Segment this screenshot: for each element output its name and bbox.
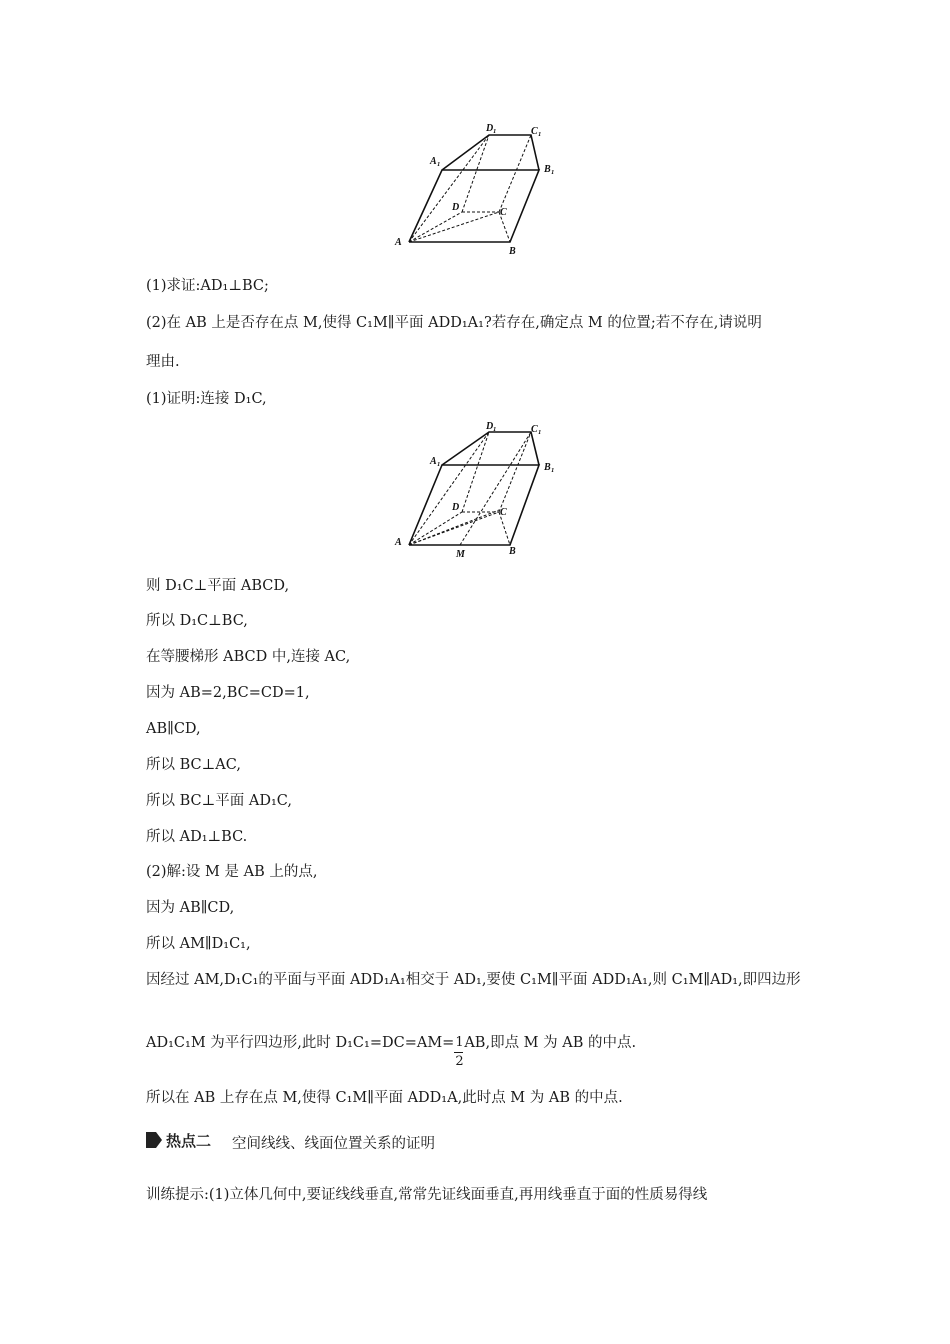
label-D1: D (486, 421, 494, 432)
fraction-denominator: 2 (455, 1054, 464, 1069)
label-C1-sub: 1 (538, 131, 542, 138)
label-C1: C (531, 126, 538, 137)
hotspot-title: 空间线线、线面位置关系的证明 (232, 1136, 435, 1152)
label-C1-sub: 1 (538, 429, 542, 436)
label-C: C (500, 207, 507, 218)
step-7: 所以 BC⊥平面 AD₁C, (146, 793, 292, 809)
step-10: 因为 AB∥CD, (146, 900, 235, 916)
question-2-line-2: 理由. (146, 354, 180, 370)
fraction-half (454, 1033, 464, 1069)
fraction-numerator: 1 (455, 1035, 464, 1050)
step-13 (146, 1033, 637, 1069)
label-A1: A (430, 456, 437, 467)
label-B1: B (544, 462, 551, 473)
step-8: 所以 AD₁⊥BC. (146, 829, 248, 845)
step-1: 则 D₁C⊥平面 ABCD, (146, 578, 290, 594)
hotspot-badge (146, 1130, 230, 1150)
label-B1-sub: 1 (551, 467, 555, 474)
step-13-part-b: AB,即点 M 为 AB 的中点. (464, 1035, 637, 1051)
prism-figure-1 (390, 120, 570, 260)
label-A1-sub: 1 (437, 161, 441, 168)
label-C1: C (531, 424, 538, 435)
training-hint: 训练提示:(1)立体几何中,要证线线垂直,常常先证线面垂直,再用线垂直于面的性质易得线 (146, 1187, 708, 1203)
step-12: 因经过 AM,D₁C₁的平面与平面 ADD₁A₁相交于 AD₁,要使 C₁M∥平面 ADD₁A₁,则 C₁M∥AD₁,即四边形 (146, 972, 801, 988)
step-2: 所以 D₁C⊥BC, (146, 613, 248, 629)
step-11: 所以 AM∥D₁C₁, (146, 936, 251, 952)
step-4: 因为 AB=2,BC=CD=1, (146, 685, 310, 701)
prism-figure-2 (390, 420, 570, 565)
step-3: 在等腰梯形 ABCD 中,连接 AC, (146, 649, 351, 665)
label-D1: D (486, 123, 494, 134)
question-2-line-1: (2)在 AB 上是否存在点 M,使得 C₁M∥平面 ADD₁A₁?若存在,确定点 M 的位置;若不存在,请说明 (146, 315, 762, 331)
label-A1-sub: 1 (437, 461, 441, 468)
label-A: A (395, 537, 402, 548)
label-D1-sub: 1 (493, 128, 497, 135)
proof-start: (1)证明:连接 D₁C, (146, 391, 267, 407)
label-B: B (509, 546, 516, 557)
step-14: 所以在 AB 上存在点 M,使得 C₁M∥平面 ADD₁A,此时点 M 为 AB 的中点. (146, 1090, 623, 1106)
label-B1-sub: 1 (551, 169, 555, 176)
step-5: AB∥CD, (146, 721, 201, 737)
label-D: D (452, 502, 460, 513)
label-D1-sub: 1 (493, 426, 497, 433)
label-D: D (452, 202, 460, 213)
hotspot-label: 热点二 (166, 1132, 212, 1150)
step-9: (2)解:设 M 是 AB 上的点, (146, 864, 318, 880)
step-6: 所以 BC⊥AC, (146, 757, 241, 773)
step-13-part-a: AD₁C₁M 为平行四边形,此时 D₁C₁=DC=AM= (146, 1035, 455, 1051)
label-B: B (509, 246, 516, 257)
label-B1: B (544, 164, 551, 175)
label-A1: A (430, 156, 437, 167)
label-A: A (395, 237, 402, 248)
question-1: (1)求证:AD₁⊥BC; (146, 278, 269, 294)
label-M: M (456, 549, 465, 560)
label-C: C (500, 507, 507, 518)
